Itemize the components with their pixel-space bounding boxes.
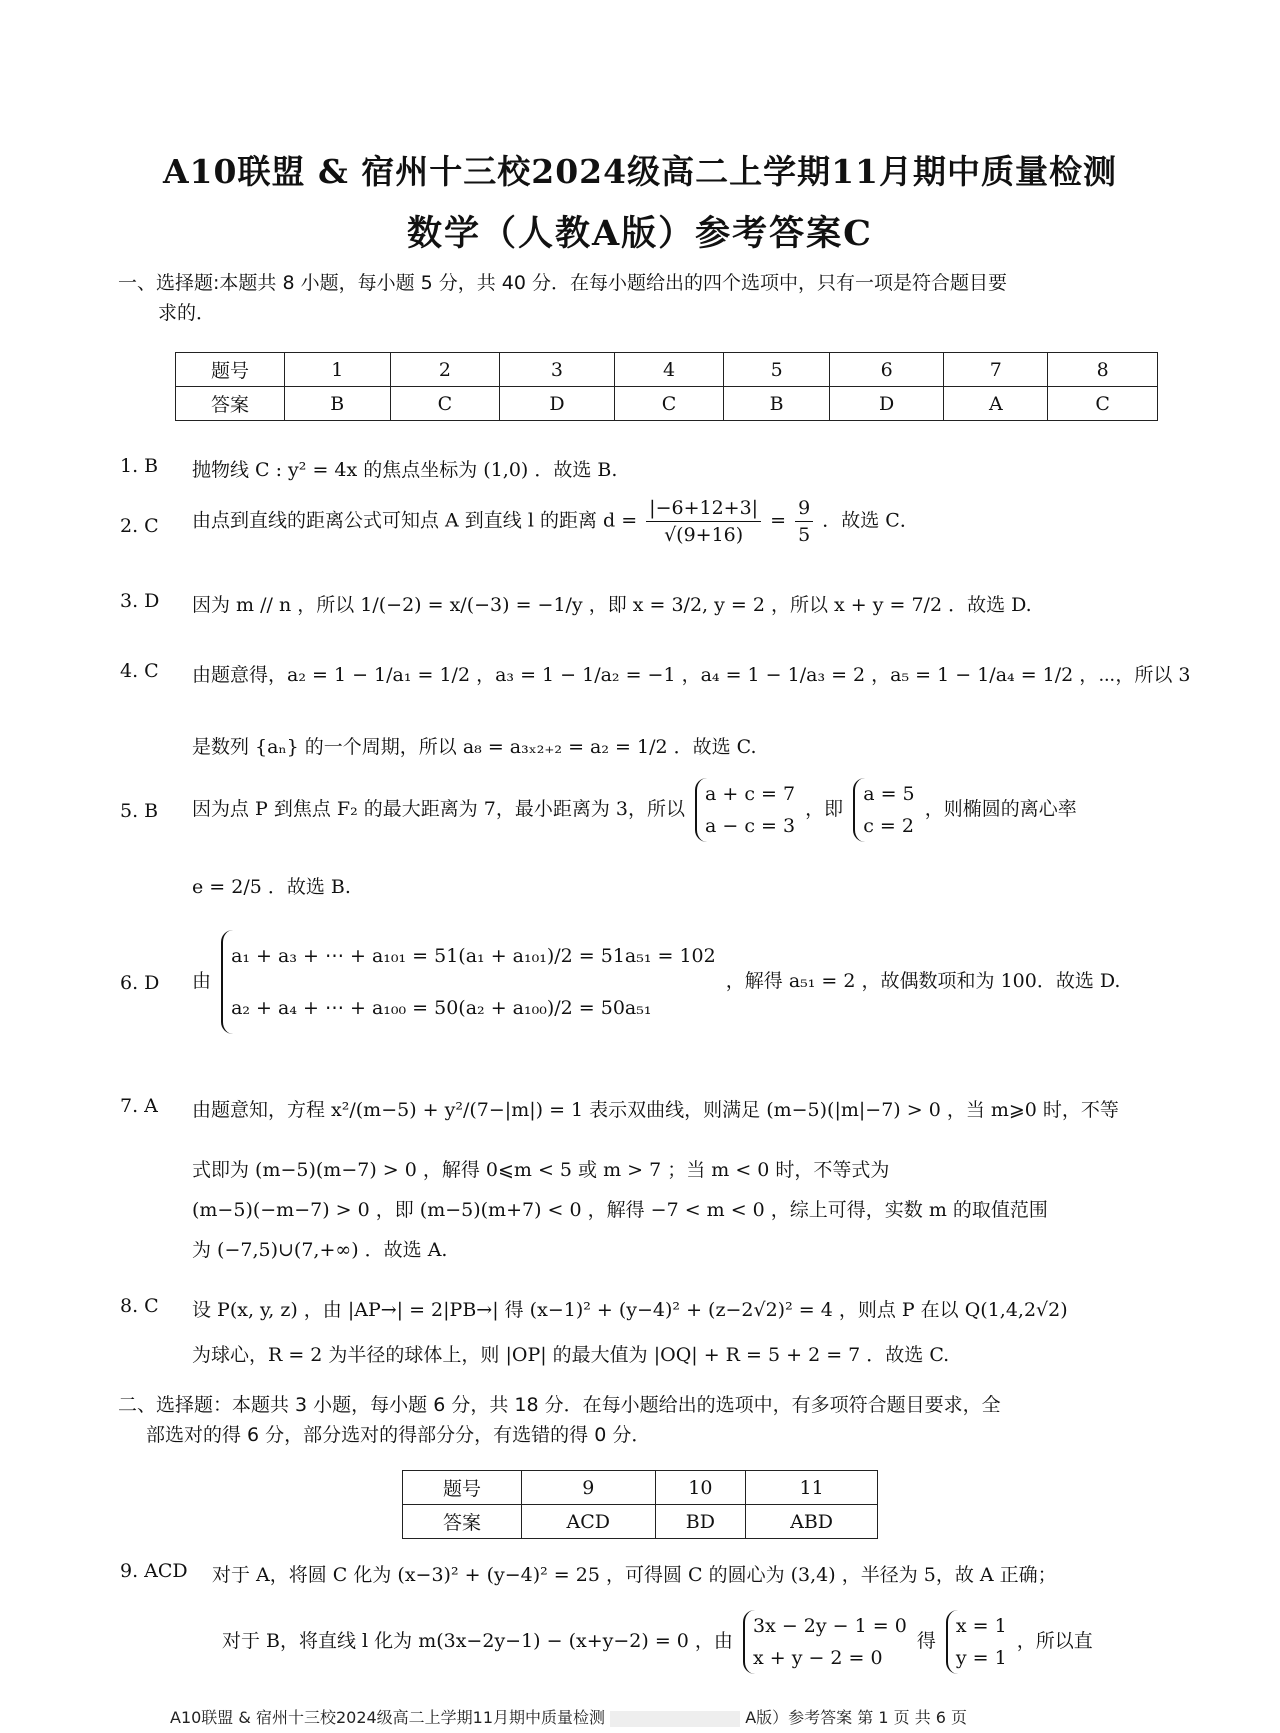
question-solution-line2: e = 2/5 ．故选 B. bbox=[192, 876, 351, 898]
document-title: A10联盟 & 宿州十三校2024级高二上学期11月期中质量检测 bbox=[162, 152, 1118, 191]
fraction bbox=[646, 495, 761, 548]
solution-text: 因为点 P 到焦点 F₂ 的最大距离为 7，最小距离为 3，所以 bbox=[192, 798, 685, 820]
question-solution-line1: 对于 A，将圆 C 化为 (x−3)² + (y−4)² = 25 ，可得圆 C 的圆心为 (3,4) ，半径为 5，故 A 正确； bbox=[212, 1564, 1057, 1586]
question-number: 9. ACD bbox=[120, 1560, 188, 1582]
table-cell: 9 bbox=[522, 1471, 656, 1505]
table-cell: C bbox=[614, 387, 724, 421]
equation: a + c = 7 bbox=[705, 783, 796, 805]
solution-text: ，解得 a₅₁ = 2 ，故偶数项和为 100．故选 D. bbox=[725, 970, 1121, 992]
equation: a₂ + a₄ + ⋯ + a₁₀₀ = 50(a₂ + a₁₀₀)/2 = 50a₅₁ bbox=[231, 997, 652, 1019]
section2-heading-line2: 部选对的得 6 分，部分选对的得部分分，有选错的得 0 分． bbox=[146, 1424, 651, 1446]
equation: x = 1 bbox=[955, 1615, 1007, 1637]
solution-text: ，即 bbox=[805, 798, 844, 820]
table-row bbox=[176, 353, 1158, 387]
numerator: |−6+12+3| bbox=[646, 495, 761, 522]
equation: c = 2 bbox=[863, 815, 914, 837]
solution-text: 对于 B，将直线 l 化为 m(3x−2y−1) − (x+y−2) = 0 ，由 bbox=[222, 1630, 733, 1652]
question-8 bbox=[120, 1295, 1170, 1365]
question-solution bbox=[192, 930, 1172, 1034]
footer-left: A10联盟 & 宿州十三校2024级高二上学期11月期中质量检测 bbox=[170, 1708, 606, 1727]
equals-sign: = bbox=[770, 509, 787, 532]
question-9 bbox=[120, 1560, 1170, 1680]
equation-system bbox=[853, 778, 914, 842]
table-cell: 6 bbox=[829, 353, 943, 387]
table-cell: A bbox=[944, 387, 1048, 421]
question-solution-line1: 由题意知，方程 x²/(m−5) + y²/(7−|m|) = 1 表示双曲线，则满足 (m−5)(|m|−7) > 0 ，当 m⩾0 时，不等 bbox=[192, 1099, 1119, 1121]
row-label: 题号 bbox=[176, 353, 285, 387]
question-number: 7. A bbox=[120, 1095, 158, 1117]
section1-heading-line1: 一、选择题:本题共 8 小题，每小题 5 分，共 40 分．在每小题给出的四个选项中，只有一项是符合题目要 bbox=[118, 272, 1007, 294]
table-cell: D bbox=[500, 387, 614, 421]
table-cell: ACD bbox=[522, 1505, 656, 1539]
equation-system bbox=[743, 1610, 907, 1674]
question-5 bbox=[120, 783, 1170, 912]
equation: a₁ + a₃ + ⋯ + a₁₀₁ = 51(a₁ + a₁₀₁)/2 = 51a₅₁ = 102 bbox=[231, 945, 716, 967]
question-solution-line2: 是数列 {aₙ} 的一个周期，所以 a₈ = a₃ₓ₂₊₂ = a₂ = 1/2 ．故选 C. bbox=[192, 736, 757, 758]
equation-system bbox=[221, 930, 716, 1034]
equation-system bbox=[946, 1610, 1007, 1674]
table-cell: 7 bbox=[944, 353, 1048, 387]
table-cell: 11 bbox=[746, 1471, 878, 1505]
table-cell: C bbox=[390, 387, 500, 421]
table-cell: 1 bbox=[285, 353, 391, 387]
question-7 bbox=[120, 1095, 1170, 1270]
footer-right: A版）参考答案 第 1 页 共 6 页 bbox=[745, 1708, 968, 1727]
table-cell: ABD bbox=[746, 1505, 878, 1539]
question-solution-line1: 由题意得，a₂ = 1 − 1/a₁ = 1/2 ，a₃ = 1 − 1/a₂ = −1 ，a₄ = 1 − 1/a₃ = 2 ，a₅ = 1 − 1/a₄ = 1/2 ，⋯，所以 3 bbox=[192, 664, 1191, 686]
section1-heading bbox=[118, 268, 1168, 328]
table-row bbox=[176, 387, 1158, 421]
question-solution-line1: 设 P(x, y, z) ，由 |AP→| = 2|PB→| 得 (x−1)² + (y−4)² + (z−2√2)² = 4 ，则点 P 在以 Q(1,4,2√2) bbox=[192, 1299, 1068, 1321]
question-solution: 抛物线 C : y² = 4x 的焦点坐标为 (1,0) ．故选 B. bbox=[192, 459, 618, 481]
row-label: 题号 bbox=[403, 1471, 522, 1505]
section2-heading bbox=[118, 1390, 1168, 1450]
table-cell: B bbox=[285, 387, 391, 421]
equation-system bbox=[695, 778, 795, 842]
section1-answer-table bbox=[175, 352, 1158, 421]
question-solution-line2 bbox=[222, 1610, 1212, 1674]
question-number: 5. B bbox=[120, 800, 159, 822]
table-cell: 4 bbox=[614, 353, 724, 387]
question-number: 1. B bbox=[120, 455, 159, 477]
page-footer bbox=[170, 1705, 967, 1728]
solution-text: 得 bbox=[916, 1630, 936, 1652]
table-cell: B bbox=[724, 387, 830, 421]
table-cell: 8 bbox=[1048, 353, 1158, 387]
question-solution-line2: 式即为 (m−5)(m−7) > 0 ，解得 0⩽m < 5 或 m > 7 ；当 m < 0 时，不等式为 bbox=[192, 1159, 890, 1181]
table-cell: BD bbox=[655, 1505, 746, 1539]
equation: a = 5 bbox=[863, 783, 915, 805]
denominator: √(9+16) bbox=[664, 524, 744, 546]
table-cell: 2 bbox=[390, 353, 500, 387]
question-solution bbox=[192, 495, 1172, 548]
equation: a − c = 3 bbox=[705, 815, 796, 837]
question-solution-line2: 为球心，R = 2 为半径的球体上，则 |OP| 的最大值为 |OQ| + R = 5 + 2 = 7 ．故选 C. bbox=[192, 1344, 950, 1366]
solution-text: 由点到直线的距离公式可知点 A 到直线 l 的距离 d = bbox=[192, 509, 638, 532]
table-row bbox=[403, 1471, 878, 1505]
question-solution: 因为 m // n ，所以 1/(−2) = x/(−3) = −1/y ，即 x = 3/2, y = 2 ，所以 x + y = 7/2 ．故选 D. bbox=[192, 594, 1032, 616]
fraction bbox=[795, 495, 813, 548]
section1-heading-line2: 求的． bbox=[158, 302, 216, 324]
question-solution-line4: 为 (−7,5)∪(7,+∞) ．故选 A. bbox=[192, 1239, 448, 1261]
solution-text: 由 bbox=[192, 970, 212, 992]
footer-smudge bbox=[610, 1711, 740, 1727]
equation: 3x − 2y − 1 = 0 bbox=[752, 1615, 907, 1637]
table-cell: 5 bbox=[724, 353, 830, 387]
section2-answer-table bbox=[402, 1470, 878, 1539]
section2-heading-line1: 二、选择题：本题共 3 小题，每小题 6 分，共 18 分．在每小题给出的选项中，有多项符合题目要求，全 bbox=[118, 1394, 1001, 1416]
equation: y = 1 bbox=[955, 1647, 1007, 1669]
table-cell: 3 bbox=[500, 353, 614, 387]
document-subtitle: 数学（人教A版）参考答案C bbox=[406, 213, 873, 254]
question-number: 4. C bbox=[120, 660, 159, 682]
question-2 bbox=[120, 495, 1170, 559]
equation: x + y − 2 = 0 bbox=[752, 1647, 883, 1669]
question-solution-line1 bbox=[192, 778, 1172, 842]
question-number: 6. D bbox=[120, 972, 160, 994]
question-number: 2. C bbox=[120, 515, 159, 537]
question-number: 8. C bbox=[120, 1295, 159, 1317]
solution-text: ，所以直 bbox=[1016, 1630, 1093, 1652]
row-label: 答案 bbox=[176, 387, 285, 421]
solution-text: ，则椭圆的离心率 bbox=[924, 798, 1077, 820]
table-cell: D bbox=[829, 387, 943, 421]
table-cell: C bbox=[1048, 387, 1158, 421]
table-cell: 10 bbox=[655, 1471, 746, 1505]
row-label: 答案 bbox=[403, 1505, 522, 1539]
denominator: 5 bbox=[798, 524, 811, 546]
question-6 bbox=[120, 930, 1170, 1050]
question-number: 3. D bbox=[120, 590, 160, 612]
numerator: 9 bbox=[795, 495, 813, 522]
solution-text: ．故选 C． bbox=[822, 509, 919, 532]
table-row bbox=[403, 1505, 878, 1539]
question-solution-line3: (m−5)(−m−7) > 0 ，即 (m−5)(m+7) < 0 ，解得 −7 < m < 0 ，综上可得，实数 m 的取值范围 bbox=[192, 1199, 1048, 1221]
